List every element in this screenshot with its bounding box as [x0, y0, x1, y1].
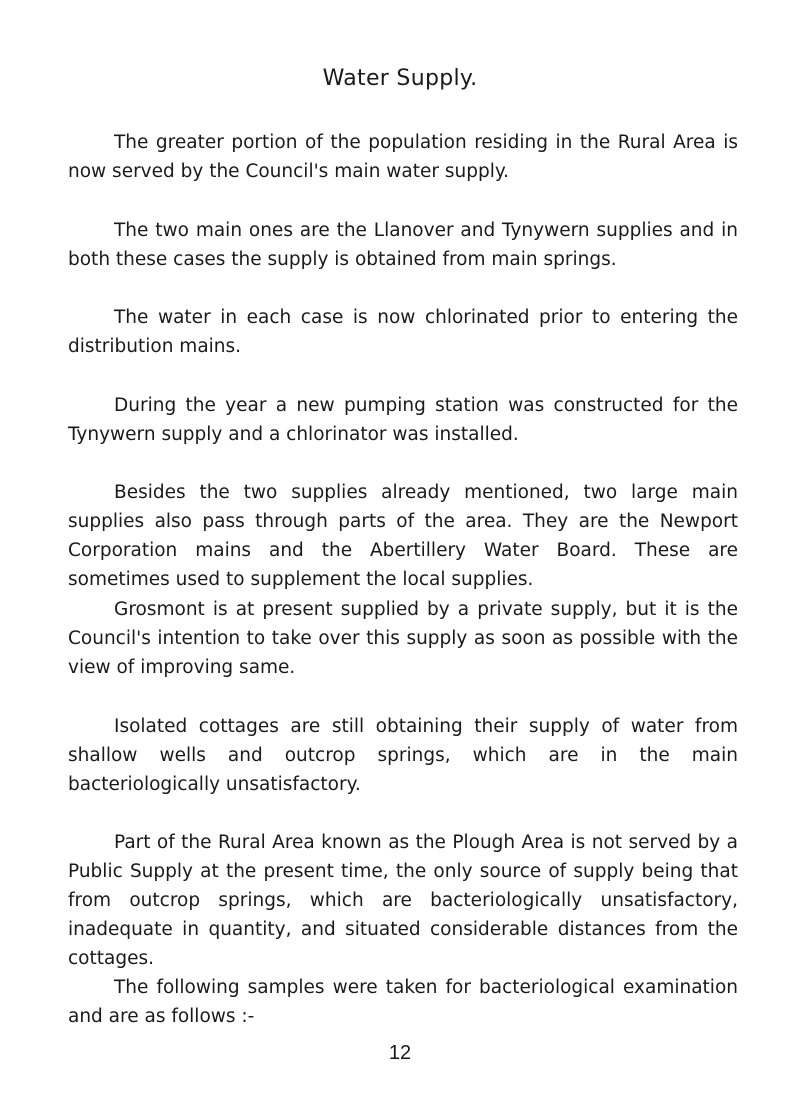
page-title: Water Supply. [322, 66, 478, 91]
paragraph-other-supplies: Besides the two supplies already mentioned, two large main supplies also pass through parts of the area. They are the Newport Corporation mains and the Abertillery Water Board. These are sometimes used to supplement the local supplies. [68, 482, 738, 590]
paragraph-plough-area: Part of the Rural Area known as the Plough Area is not served by a Public Supply at the present time, the only source of supply being that from outcrop springs, which are bacteriologically unsatisfactory, inadequate in quantity, and situated considerable distances from the cottages. [68, 832, 738, 969]
paragraph-pumping-station: During the year a new pumping station was constructed for the Tynywern supply and a chlorinator was installed. [68, 395, 738, 445]
paragraph-grosmont: Grosmont is at present supplied by a private supply, but it is the Council's intention to take over this supply as soon as possible with the view of improving same. [68, 599, 738, 678]
paragraph-samples: The following samples were taken for bacteriological examination and are as follows :- [68, 977, 738, 1027]
page-number: 12 [388, 1042, 412, 1064]
paragraph-main-supply: The greater portion of the population residing in the Rural Area is now served by the Council's main water supply. [68, 132, 738, 182]
paragraph-chlorination: The water in each case is now chlorinated prior to entering the distribution mains. [68, 307, 738, 357]
paragraph-llanover-tynywern: The two main ones are the Llanover and Tynywern supplies and in both these cases the supply is obtained from main springs. [68, 220, 738, 270]
paragraph-isolated-cottages: Isolated cottages are still obtaining their supply of water from shallow wells and outcrop springs, which are in the main bacteriologically unsatisfactory. [68, 716, 738, 795]
